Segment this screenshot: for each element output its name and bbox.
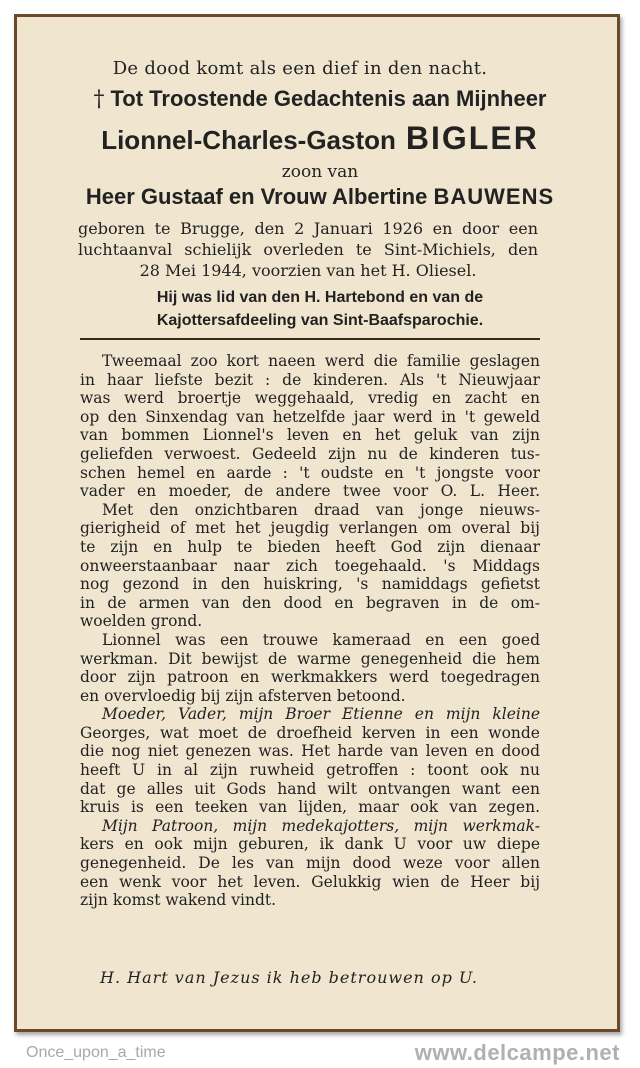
text-line: gierigheid of met het jeugdig verlangen om overal bij xyxy=(80,519,540,538)
text-line: op den Sinxendag van hetzelfde jaar werd in 't geweld xyxy=(80,407,540,426)
text-line: Mijn Patroon, mijn medekajotters, mijn werkmak- xyxy=(102,816,540,835)
deceased-surname: BIGLER xyxy=(405,120,539,156)
text-line: woelden grond. xyxy=(80,612,203,631)
birth-death-line: 28 Mei 1944, voorzien van het H. Oliesel. xyxy=(139,261,477,280)
text-line: genegenheid. De les van mijn dood weze voor allen xyxy=(80,854,540,873)
text-line: zijn komst wakend vindt. xyxy=(80,891,277,910)
parents-names: Heer Gustaaf en Vrouw Albertine xyxy=(85,184,428,209)
text-line: kruis is een teeken van lijden, maar ook van zegen. xyxy=(80,798,540,817)
text-line: die nog niet genezen was. Het harde van leven en dood xyxy=(80,742,540,761)
text-line: vader en moeder, de andere twee voor O. L. Heer. xyxy=(80,482,540,501)
watermark-seller: Once_upon_a_time xyxy=(26,1044,166,1061)
watermark-site: www.delcampe.net xyxy=(414,1040,620,1065)
birth-death-line: luchtaanval schielijk overleden te Sint-Michiels, den xyxy=(78,240,538,259)
text-line: van bommen Lionnel's leven en het geluk van zijn xyxy=(80,426,540,445)
text-line: in haar liefste bezit : de kinderen. Als 't Nieuwjaar xyxy=(80,370,540,389)
text-line: een wenk voor het leven. Gelukkig wien de Heer bij xyxy=(80,872,540,891)
text-line: in de armen van den dood en begraven in de om- xyxy=(80,593,540,612)
memorial-text xyxy=(80,352,540,910)
deceased-given-names: Lionnel-Charles-Gaston xyxy=(101,125,396,155)
text-line: Met den onzichtbaren draad van jonge nieuws- xyxy=(102,500,540,519)
parents-line xyxy=(0,184,640,210)
text-line: Georges, wat moet de droefheid kerven in een wonde xyxy=(80,723,540,742)
text-line: Lionnel was een trouwe kameraad en een goed xyxy=(102,630,540,649)
text-line: heeft U in al zijn ruwheid getroffen : toont ook nu xyxy=(80,761,540,780)
text-line: onweerstaanbaar naar zich toegehaald. 's Middags xyxy=(80,556,540,575)
text-line: dat ge alles uit Gods hand wilt ontvangen want een xyxy=(80,779,540,798)
text-line: en overvloedig bij zijn afsterven betoond. xyxy=(80,686,406,705)
epigraph: De dood komt als een dief in den nacht. xyxy=(112,58,488,79)
membership-line: Hij was lid van den H. Hartebond en van de xyxy=(156,289,484,306)
text-line: kers en ook mijn geburen, ik dank U voor uw diepe xyxy=(80,835,540,854)
membership-line: Kajottersafdeeling van Sint-Baafsparochie. xyxy=(156,312,484,329)
text-line: was werd broertje weggehaald, vredig en zacht en xyxy=(80,389,540,408)
cross-icon: † xyxy=(93,87,105,112)
divider xyxy=(80,338,540,340)
parents-surname: BAUWENS xyxy=(433,184,555,209)
text-line: schen hemel en aarde : 't oudste en 't jongste voor xyxy=(80,463,540,482)
birth-death-paragraph xyxy=(78,218,538,281)
text-line: door zijn patroon en werkmakkers werd toegedragen xyxy=(80,668,540,687)
text-line: Moeder, Vader, mijn Broer Etienne en mijn kleine xyxy=(102,705,540,724)
text-line: nog gezond in den huiskring, 's namiddags gefietst xyxy=(80,575,540,594)
text-line: Tweemaal zoo kort naeen werd die familie geslagen xyxy=(102,352,540,370)
text-line: geliefden verwoest. Gedeeld zijn nu de kinderen tus- xyxy=(80,444,540,463)
son-of-label: zoon van xyxy=(281,162,359,182)
closing-prayer: H. Hart van Jezus ik heb betrouwen op U. xyxy=(100,968,479,987)
dedication-text: Tot Troostende Gedachtenis aan Mijnheer xyxy=(110,86,547,111)
membership-paragraph xyxy=(0,286,640,332)
text-line: te zijn en hulp te bieden heeft God zijn dienaar xyxy=(80,537,540,556)
deceased-name xyxy=(0,120,640,157)
birth-death-line: geboren te Brugge, den 2 Januari 1926 en door een xyxy=(78,219,538,238)
dedication-line xyxy=(0,86,640,112)
text-line: werkman. Dit bewijst de warme genegenheid die hem xyxy=(80,649,540,668)
